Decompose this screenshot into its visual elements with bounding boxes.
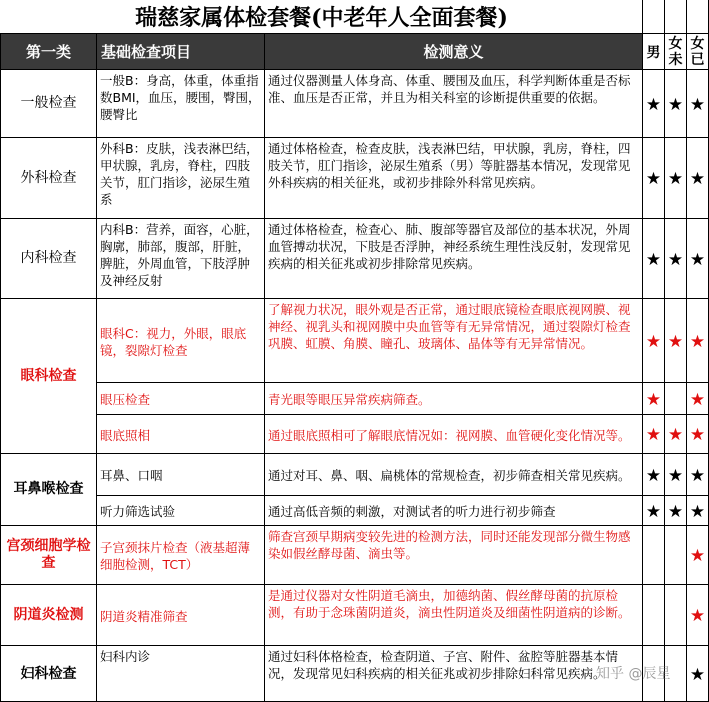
watermark: 知乎 @辰星 — [596, 666, 671, 682]
star-male: ★ — [645, 389, 662, 410]
row-category: 阴道炎检测 — [13, 606, 84, 623]
star-female-married: ★ — [689, 664, 706, 685]
star-female-married: ★ — [689, 94, 706, 115]
grid-line — [0, 137, 709, 138]
grid-line — [0, 218, 709, 219]
grid-line — [686, 0, 687, 702]
row-item-text: 听力筛选试验 — [100, 504, 176, 519]
star-male — [643, 586, 664, 646]
grid-line — [0, 645, 709, 646]
star-female-unmarried: ★ — [667, 94, 684, 115]
grid-line — [0, 69, 709, 70]
grid-line — [96, 382, 709, 383]
star-female-unmarried: ★ — [667, 331, 684, 352]
row-item-text: 阴道炎精准筛查 — [100, 608, 188, 624]
star-male: ★ — [645, 425, 662, 445]
row-meaning — [265, 384, 642, 415]
header-meaning: 检测意义 — [265, 34, 642, 69]
row-meaning-text: 通过对耳、鼻、咽、扁桃体的常规检查，初步筛查相关常见疾病。 — [268, 468, 631, 483]
star-male — [643, 527, 664, 585]
header-female-married-line2: 已 — [690, 51, 705, 68]
header-female-married — [687, 34, 708, 69]
row-item — [97, 220, 264, 299]
grid-line — [0, 33, 709, 34]
row-meaning-text: 通过仪器测量人体身高、体重、腰围及血压，科学判断体重是否标准、血压是否正常，并且为相关科室的诊断提供重要的依据。 — [268, 73, 631, 105]
header-female-unmarried-line2: 未 — [668, 51, 683, 68]
row-item — [97, 497, 264, 526]
row-meaning-text: 青光眼等眼压异常疾病筛查。 — [268, 392, 431, 407]
star-female-married: ★ — [689, 169, 706, 189]
row-meaning — [265, 497, 642, 526]
grid-line — [0, 298, 709, 299]
sheet-title: 瑞慈家属体检套餐(中老年人全面套餐) — [135, 5, 508, 31]
header-category: 第一类 — [1, 34, 96, 69]
row-item-text: 妇科内诊 — [100, 649, 151, 664]
header-female-unmarried-line1: 女 — [668, 35, 683, 52]
star-female-married: ★ — [689, 249, 706, 270]
row-meaning — [265, 455, 642, 496]
row-item-text: 耳鼻、口咽 — [100, 468, 163, 483]
star-female-married: ★ — [689, 331, 706, 352]
grid-line — [96, 495, 709, 496]
row-meaning — [265, 220, 642, 299]
row-item — [97, 586, 264, 646]
row-item — [97, 384, 264, 415]
grid-line — [0, 33, 1, 702]
row-item — [97, 71, 264, 138]
row-meaning-text: 筛查宫颈早期病变较先进的检测方法，同时还能发现部分微生物感染如假丝酵母菌、滴虫等。 — [268, 529, 631, 561]
star-female-married: ★ — [689, 425, 706, 445]
grid-line — [96, 414, 709, 415]
row-item-text: 内科B：营养，面容，心脏，胸廓，肺部，腹部，肝脏，脾脏，外周血管，下肢浮肿及神经反射 — [100, 222, 259, 288]
row-meaning — [265, 416, 642, 454]
header-male: 男 — [643, 34, 664, 69]
row-category: 妇科检查 — [20, 665, 77, 682]
row-meaning-text: 通过高低音频的刺激，对测试者的听力进行初步筛查 — [268, 504, 556, 519]
star-female-married: ★ — [689, 501, 706, 522]
grid-line — [0, 584, 709, 585]
star-female-married: ★ — [689, 389, 706, 410]
header-female-married-line1: 女 — [690, 35, 705, 52]
star-male: ★ — [645, 169, 662, 189]
row-meaning — [265, 139, 642, 219]
row-category: 眼科检查 — [20, 367, 77, 384]
star-female-married: ★ — [689, 546, 706, 566]
row-item-text: 眼科C：视力，外眼，眼底镜，裂隙灯检查 — [100, 325, 247, 358]
row-item-text: 眼压检查 — [100, 392, 151, 407]
row-category: 外科检查 — [20, 169, 77, 186]
row-meaning-text: 通过眼底照相可了解眼底情况如：视网膜、血管硬化变化情况等。 — [268, 427, 631, 443]
grid-line — [642, 0, 643, 702]
row-item-text: 外科B：皮肤，浅表淋巴结，甲状腺，乳房，脊柱，四肢关节，肛门指诊，泌尿生殖系 — [100, 141, 259, 207]
star-male: ★ — [645, 501, 662, 522]
row-item — [97, 416, 264, 454]
star-female-married: ★ — [689, 465, 706, 486]
star-female-married: ★ — [689, 606, 706, 626]
star-female-unmarried: ★ — [667, 465, 684, 486]
row-item — [97, 647, 264, 702]
grid-line — [0, 525, 709, 526]
row-meaning — [265, 647, 642, 702]
row-meaning — [265, 586, 642, 646]
grid-line — [264, 33, 265, 702]
row-meaning-text: 通过妇科体格检查，检查阴道、子宫、附件、盆腔等脏器基本情况，发现常见妇科疾病的相关征兆或初步排除妇科常见疾病。 — [268, 649, 619, 681]
row-meaning-text: 通过体格检查，检查心、肺、腹部等器官及部位的基本状况，外周血管搏动状况，下肢是否浮肿，神经系统生理性浅反射，发现常见疾病的相关征兆或初步排除常见疾病。 — [268, 222, 631, 271]
row-item-text: 一般B：身高，体重，体重指数BMI，血压，腰围，臀围，腰臀比 — [100, 73, 261, 122]
header-item: 基础检查项目 — [97, 34, 264, 69]
row-meaning — [265, 71, 642, 138]
row-category: 一般检查 — [20, 95, 77, 111]
row-category: 内科检查 — [20, 250, 77, 266]
star-female-unmarried: ★ — [667, 501, 684, 522]
row-item — [97, 300, 264, 383]
grid-line — [664, 0, 665, 702]
row-meaning-text: 是通过仪器对女性阴道毛滴虫，加德纳菌、假丝酵母菌的抗原检测，有助于念珠菌阴道炎，滴虫性阴道炎及细菌性阴道病的诊断。 — [268, 588, 631, 620]
star-male: ★ — [645, 465, 662, 486]
row-item — [97, 527, 264, 585]
row-item-text: 子宫颈抹片检查（液基超薄细胞检测，TCT） — [100, 540, 251, 572]
row-item — [97, 139, 264, 219]
star-male: ★ — [645, 249, 662, 270]
star-female-unmarried: ★ — [667, 169, 684, 189]
header-female-unmarried — [665, 34, 686, 69]
star-female-unmarried: ★ — [667, 249, 684, 270]
star-female-unmarried — [665, 527, 686, 585]
star-female-unmarried: ★ — [667, 425, 684, 445]
star-male: ★ — [645, 94, 662, 115]
row-meaning — [265, 527, 642, 585]
row-item — [97, 455, 264, 496]
row-item-text: 眼底照相 — [100, 427, 151, 443]
row-meaning — [265, 300, 642, 383]
row-category: 耳鼻喉检查 — [13, 481, 84, 497]
star-female-unmarried — [665, 384, 686, 415]
row-category: 宫颈细胞学检查 — [6, 538, 91, 571]
grid-line — [0, 453, 709, 454]
star-female-unmarried — [665, 586, 686, 646]
row-meaning-text: 通过体格检查，检查皮肤，浅表淋巴结，甲状腺，乳房，脊柱，四肢关节，肛门指诊，泌尿生殖系（男）等脏器基本情况，发现常见外科疾病的相关征兆，或初步排除外科常见疾病。 — [268, 141, 631, 190]
grid-line — [96, 33, 97, 702]
star-male: ★ — [645, 331, 662, 352]
row-meaning-text: 了解视力状况，眼外观是否正常，通过眼底镜检查眼底视网膜、视神经、视乳头和视网膜中央血管等有无异常情况，通过裂隙灯检查巩膜、虹膜、角膜、瞳孔、玻璃体、晶体等有无异常情况。 — [268, 302, 631, 351]
